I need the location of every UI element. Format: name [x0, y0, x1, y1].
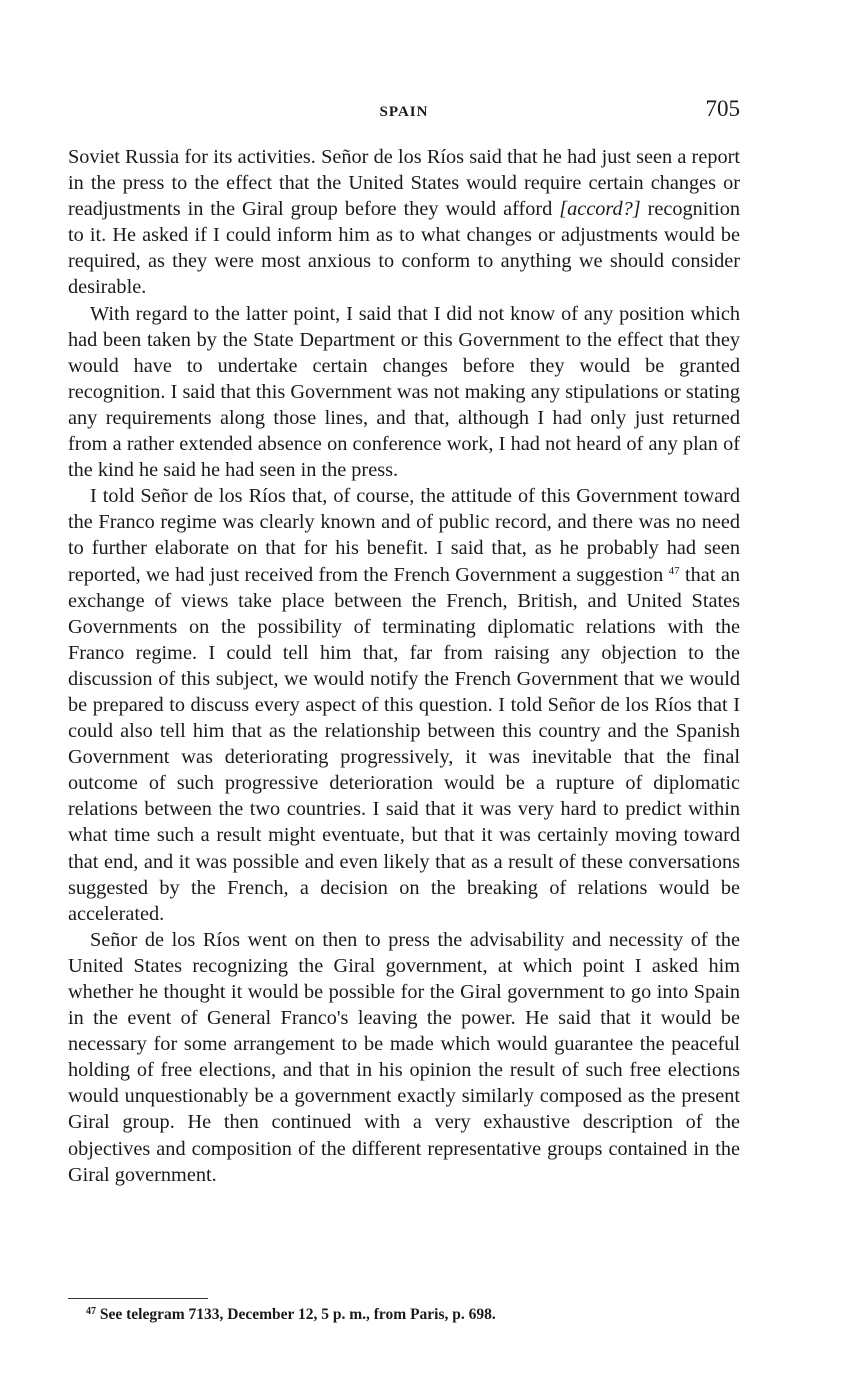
- footnote-text: See telegram 7133, December 12, 5 p. m., from Paris, p. 698.: [96, 1306, 496, 1323]
- paragraph-3: [68, 483, 740, 927]
- footnote-divider: [68, 1298, 208, 1299]
- paragraph-4: Señor de los Ríos went on then to press the advisability and necessity of the United States recognizing the Giral government, at which point I asked him whether he thought it would be possible for the Giral government to go into Spain in the event of General Franco's leaving the power. He said that it would be necessary for some arrangement to be made which would guarantee the peaceful holding of free elections, and that in his opinion the result of such free elections would unquestionably be a government exactly similarly composed as the present Giral group. He then continued with a very exhaustive description of the objectives and composition of the different representative groups contained in the Giral government.: [68, 928, 740, 1186]
- body-text: [68, 144, 740, 1188]
- page-number: 705: [705, 96, 740, 121]
- paragraph-2: With regard to the latter point, I said that I did not know of any position which had been taken by the State Department or this Government to the effect that they would have to undertake certain changes before they would be granted recognition. I said that this Government was not making any stipulations or stating any requirements along those lines, and that, although I had only just returned from a rather extended absence on conference work, I had not heard of any plan of the kind he said he had seen in the press.: [68, 302, 740, 482]
- footnote-marker: 47: [86, 1306, 96, 1317]
- footnote: [86, 1306, 496, 1324]
- paragraph-3-text-end: that an exchange of views take place between the French, British, and United States Governments on the possibility of terminating diplomatic relations with the Franco regime. I could tell him that, far from raising any objection to the discussion of this subject, we would notify the French Government that we would be prepared to discuss every aspect of this question. I told Señor de los Ríos that I could also tell him that as the relationship between this country and the Spanish Government was deteriorating progressively, it was inevitable that the final outcome of such progressive deterioration would be a rupture of diplomatic relations between the two countries. I said that it was very hard to predict within what time such a result might eventuate, but that it was certainly moving toward that end, and it was possible and even likely that as a result of these conversations suggested by the French, a decision on the breaking of relations would be accelerated.: [68, 563, 740, 925]
- footnote-reference[interactable]: 47: [668, 564, 680, 577]
- page-header: [68, 98, 740, 128]
- editorial-insertion: [accord?]: [559, 198, 641, 221]
- paragraph-1-text: Soviet Russia for its activities. Señor de los Ríos said that he had just seen a report in the press to the effect that the United States would require certain changes or readjustments in the Giral group before they would afford: [68, 146, 740, 221]
- paragraph-3-text: I told Señor de los Ríos that, of course, the attitude of this Government toward the Franco regime was clearly known and of public record, and there was no need to further elaborate on that for his benefit. I said that, as he probably had seen reported, we had just received from the French Government a suggestion: [68, 485, 740, 586]
- running-head: SPAIN: [379, 104, 429, 120]
- paragraph-1-text-end: recognition to it. He asked if I could inform him as to what changes or adjustments would be required, as they were most anxious to conform to anything we should consider desirable.: [68, 198, 740, 299]
- document-page: [68, 98, 740, 1188]
- paragraph-1: [68, 144, 740, 301]
